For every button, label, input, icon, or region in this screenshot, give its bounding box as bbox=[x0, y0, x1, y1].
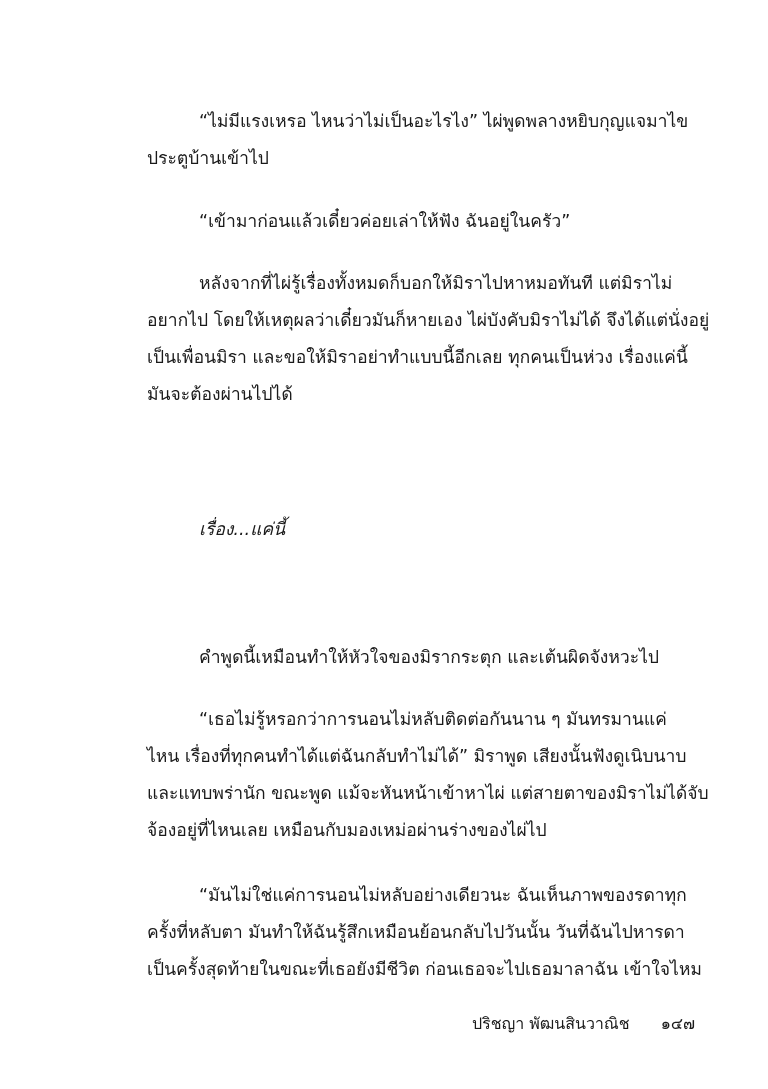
author-name: ปริชญา พัฒนสินวาณิช bbox=[471, 1014, 630, 1033]
paragraph-3 bbox=[147, 266, 710, 414]
paragraph-line: เป็นเพื่อนมิรา และขอให้มิราอย่าทำแบบนี้อีกเลย ทุกคนเป็นห่วง เรื่องแค่นี้ bbox=[147, 348, 688, 368]
paragraph-line: และแทบพร่านัก ขณะพูด แม้จะหันหน้าเข้าหาไผ่ แต่สายตาของมิราไม่ได้จับ bbox=[147, 784, 709, 804]
paragraph-line: “เธอไม่รู้หรอกว่าการนอนไม่หลับติดต่อกันนาน ๆ มันทรมานแค่ bbox=[199, 710, 667, 730]
paragraph-1 bbox=[147, 104, 695, 178]
paragraph-line: ครั้งที่หลับตา มันทำให้ฉันรู้สึกเหมือนย้อนกลับไปวันนั้น วันที่ฉันไปหารดา bbox=[147, 923, 685, 943]
paragraph-line: ไหน เรื่องที่ทุกคนทำได้แต่ฉันกลับทำไม่ได้” มิราพูด เสียงนั้นฟังดูเนิบนาบ bbox=[147, 747, 687, 767]
paragraph-4-emphasis bbox=[147, 512, 695, 549]
emphasis-line: เรื่อง...แค่นี้ bbox=[199, 520, 286, 540]
page-footer bbox=[0, 1012, 695, 1037]
paragraph-line: จ้องอยู่ที่ไหนเลย เหมือนกับมองเหม่อผ่านร่างของไผ่ไป bbox=[147, 821, 547, 841]
paragraph-line: ประตูบ้านเข้าไป bbox=[147, 149, 269, 169]
paragraph-line: “มันไม่ใช่แค่การนอนไม่หลับอย่างเดียวนะ ฉันเห็นภาพของรดาทุก bbox=[199, 886, 687, 906]
paragraph-line: มันจะต้องผ่านไปได้ bbox=[147, 385, 293, 405]
paragraph-2 bbox=[147, 204, 695, 241]
paragraph-6 bbox=[147, 702, 709, 850]
paragraph-line: เป็นครั้งสุดท้ายในขณะที่เธอยังมีชีวิต ก่อนเธอจะไปเธอมาลาฉัน เข้าใจไหม bbox=[147, 960, 702, 980]
paragraph-7 bbox=[147, 878, 702, 989]
page-number: ๑๔๗ bbox=[660, 1014, 695, 1033]
paragraph-line: หลังจากที่ไผ่รู้เรื่องทั้งหมดก็บอกให้มิราไปหาหมอทันที แต่มิราไม่ bbox=[199, 274, 673, 294]
paragraph-5 bbox=[147, 640, 695, 677]
paragraph-line: อยากไป โดยให้เหตุผลว่าเดี๋ยวมันก็หายเอง ไผ่บังคับมิราไม่ได้ จึงได้แต่นั่งอยู่ bbox=[147, 311, 710, 331]
paragraph-line: คำพูดนี้เหมือนทำให้หัวใจของมิรากระตุก และเต้นผิดจังหวะไป bbox=[199, 648, 660, 668]
paragraph-line: “เข้ามาก่อนแล้วเดี๋ยวค่อยเล่าให้ฟัง ฉันอยู่ในครัว” bbox=[199, 212, 571, 232]
paragraph-line: “ไม่มีแรงเหรอ ไหนว่าไม่เป็นอะไรไง” ไผ่พูดพลางหยิบกุญแจมาไข bbox=[199, 112, 689, 132]
